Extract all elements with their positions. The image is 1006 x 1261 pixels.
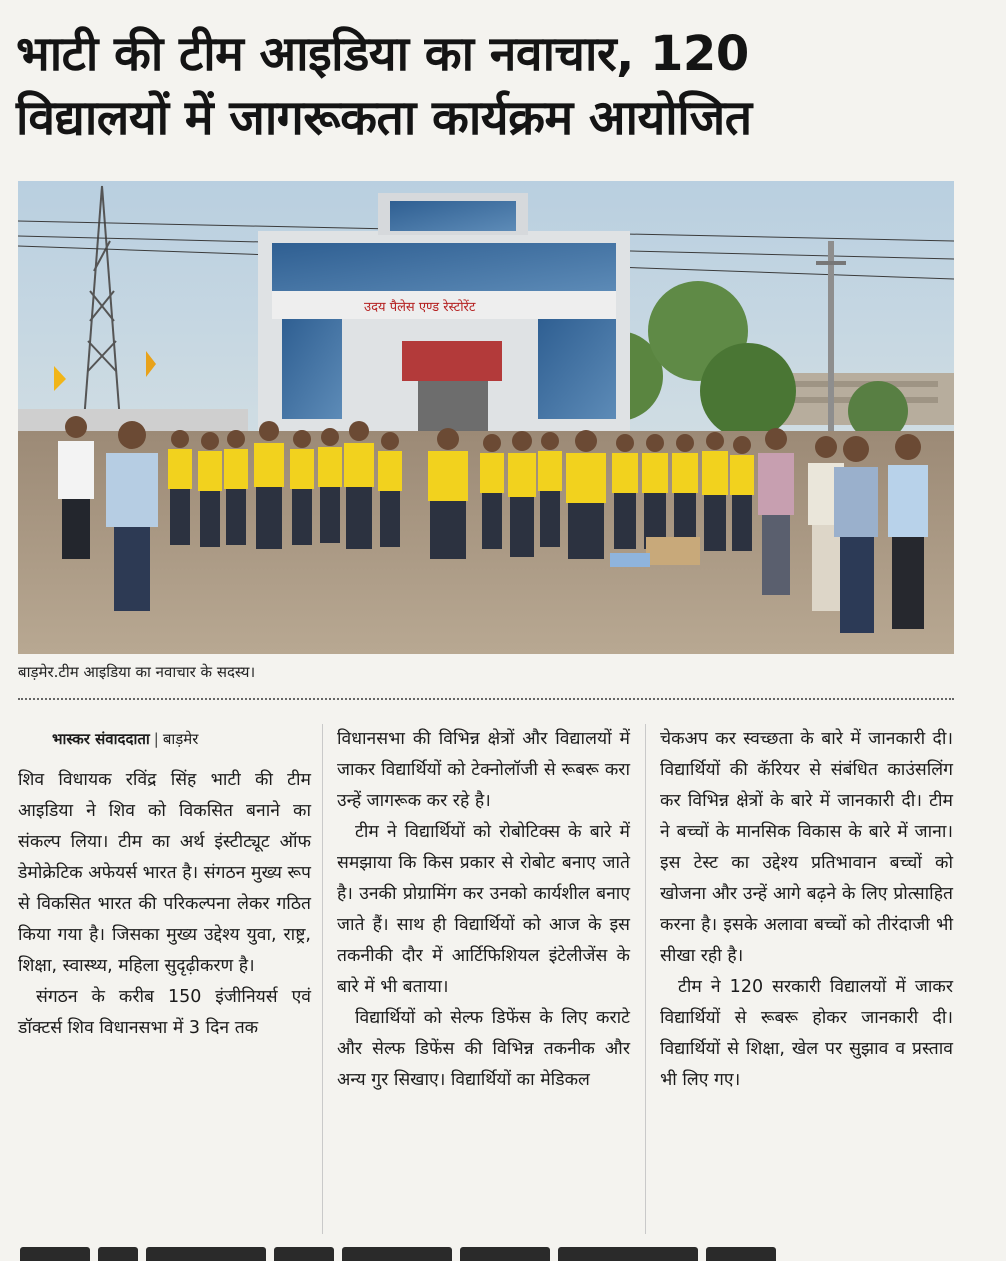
paragraph: विधानसभा की विभिन्न क्षेत्रों और विद्यालयों में जाकर विद्यार्थियों को टेक्नोलॉजी से रूबरू करा उन्हें जागरूक कर रहे है। [337,729,630,811]
building-sign: उदय पैलेस एण्ड रेस्टोरेंट [364,300,476,315]
paragraph: शिव विधायक रविंद्र सिंह भाटी की टीम आइडिया ने शिव को विकसित बनाने का संकल्प लिया। टीम का अर्थ इंस्टीट्यूट ऑफ डेमोक्रेटिक अफेयर्स भारत है। संगठन मुख्य रूप से विकसित भारत की परिकल्पना लेकर गठित किया गया है। जिसका मुख्य उद्देश्य युवा, राष्ट्र, शिक्षा, स्वास्थ्य, महिला सुदृढ़ीकरण है। [18,770,311,976]
byline-separator: | [153,730,159,748]
photo-caption: बाड़मेर.टीम आइडिया का नवाचार के सदस्य। [18,663,256,681]
reporter-name: भास्कर संवाददाता [52,730,150,748]
article-column-2 [337,724,630,1096]
column-divider [322,724,323,1234]
article-column-3 [660,724,953,1096]
cropped-next-headline [20,1246,980,1261]
headline [16,22,991,150]
paragraph: टीम ने 120 सरकारी विद्यालयों में जाकर विद्यार्थियों से रूबरू होकर जानकारी दी। विद्यार्थियों से शिक्षा, खेल पर सुझाव व प्रस्ताव भी लिए गए। [660,977,953,1090]
paragraph: टीम ने विद्यार्थियों को रोबोटिक्स के बारे में समझाया कि किस प्रकार से रोबोट बनाए जाते है। उनकी प्रोग्रामिंग कर उनको कार्यशील बनाए जाते हैं। साथ ही विद्यार्थियों को आज के इस तकनीकी दौर में आर्टिफिशियल इंटेलीजेंस के बारे में भी बताया। [337,822,630,997]
paragraph: विद्यार्थियों को सेल्फ डिफेंस के लिए कराटे और सेल्फ डिफेंस की विभिन्न तकनीक और अन्य गुर सिखाए। विद्यार्थियों का मेडिकल [337,1008,630,1090]
headline-line-2: विद्यालयों में जागरूकता कार्यक्रम आयोजित [16,90,752,146]
headline-line-1: भाटी की टीम आइडिया का नवाचार, 120 [16,26,749,82]
dateline-place: बाड़मेर [162,730,199,748]
byline [18,724,311,755]
news-photo [18,181,954,654]
column-divider [645,724,646,1234]
article-column-1 [18,724,311,1044]
paragraph: संगठन के करीब 150 इंजीनियर्स एवं डॉक्टर्स शिव विधानसभा में 3 दिन तक [18,987,311,1038]
paragraph: चेकअप कर स्वच्छता के बारे में जानकारी दी। विद्यार्थियों की कॅरियर से संबंधित काउंसलिंग कर विभिन्न क्षेत्रों के बारे में जानकारी दी। टीम ने बच्चों के मानसिक विकास के बारे में जाना। इस टेस्ट का उद्देश्य प्रतिभावान बच्चों को खोजना और उन्हें आगे बढ़ने के लिए प्रोत्साहित करना है। इसके अलावा बच्चों को तीरंदाजी भी सीखा रही है। [660,729,953,966]
dotted-divider [18,698,954,700]
